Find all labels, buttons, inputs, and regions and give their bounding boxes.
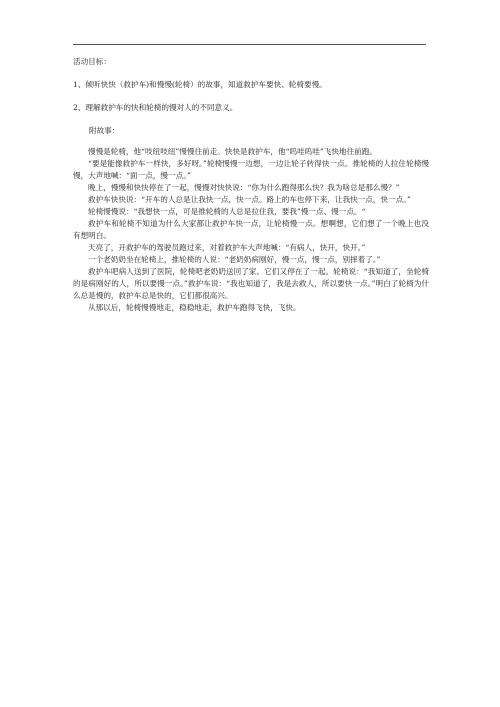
goal-item-1: 1、倾听快快（救护车)和慢慢(轮椅）的故事，知道救护车要快、轮椅要慢。: [73, 80, 327, 89]
activity-goals-heading: 活动目标：: [73, 57, 111, 66]
story-paragraph: 救护车吧病人送到了医院，轮椅吧老奶奶送回了家。它们又停在了一起。轮椅说：“我知道了，坐轮椅的是病刚好的人，所以要慢一点。”救护车说：“我也知道了，我是去救人，所以要快一点。”明白了轮椅为什么总是慢的，救护车总是快的，它们都很高兴。: [73, 267, 429, 300]
story-paragraph: 救护车和轮椅不知道为什么大家都让救护车快一点，让轮椅慢一点。想啊想，它们想了一个晚上也没有想明白。: [73, 219, 429, 240]
document-body: [73, 56, 429, 314]
goal-item-2: 2、理解救护车的快和轮椅的慢对人的不同意义。: [73, 103, 238, 112]
story-paragraph: 晚上，慢慢和快快停在了一起，慢慢对快快说：“你为什么跑得那么快？我为啥总是那么慢？”: [88, 183, 400, 192]
story-paragraph: 从那以后，轮椅慢慢地走，稳稳地走，救护车跑得飞快，飞快。: [88, 303, 301, 312]
story-paragraph: 一个老奶奶坐在轮椅上，推轮椅的人说：“老奶奶病刚好，慢一点，慢一点，别摔着了。”: [88, 255, 381, 264]
story-paragraph: 天亮了，开救护车的驾驶员跑过来，对着救护车大声地喊：“有病人，快开，快开。”: [88, 243, 366, 252]
story-title: 附故事：: [89, 126, 120, 135]
story-paragraph: 慢慢是轮椅，他“吱纽吱纽”慢慢往前走。快快是救护车，他“呜哇呜哇”飞快地往前跑。: [88, 147, 377, 156]
header-rule: [73, 44, 426, 45]
story-paragraph: 救护车快快说：“开车的人总是让我快一点，快一点。路上的车也停下来，让我快一点，快一点。”: [88, 195, 411, 204]
story-paragraph: “要是能像救护车一样快，多好呀。”轮椅慢慢一边想，一边让轮子转得快一点。推轮椅的人拉住轮椅慢慢，大声地喊：“面一点，慢一点。”: [73, 159, 429, 180]
story-paragraph: 轮椅慢慢说：“我想快一点，可是推轮椅的人总是拉住我，要我”慢一点、慢一点。“: [88, 207, 366, 216]
